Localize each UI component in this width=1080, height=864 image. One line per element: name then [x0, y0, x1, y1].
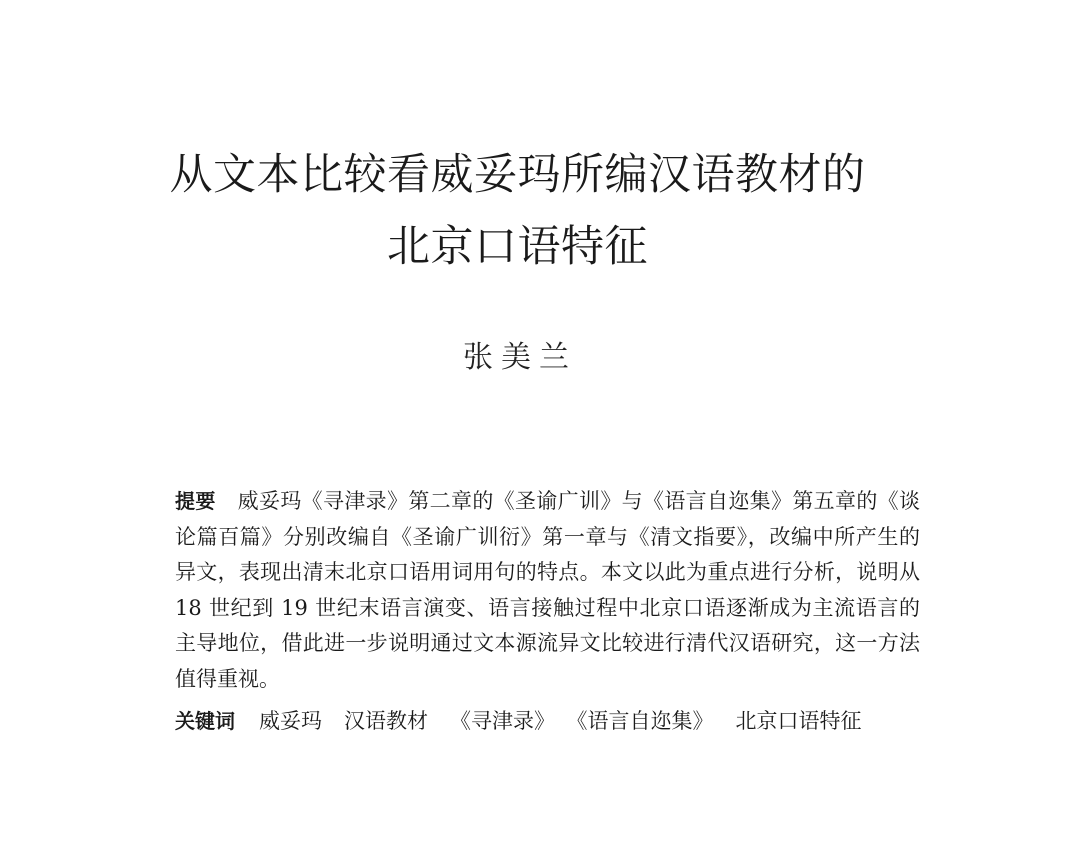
keyword-item: 汉语教材 — [344, 709, 428, 733]
keyword-item: 《寻津录》 — [450, 709, 555, 733]
abstract-text: 威妥玛《寻津录》第二章的《圣谕广训》与《语言自迩集》第五章的《谈论篇百篇》分别改编自《圣谕广训衍》第一章与《清文指要》，改编中所产生的异文，表现出清末北京口语用词用句的特点。本文以此为重点进行分析，说明从 18 世纪到 19 世纪末语言演变、语言接触过程中北京口语逐渐成为主流语言的主导地位，借此进一步说明通过文本源流异文比较进行清代汉语研究，这一方法值得重视。 — [175, 489, 921, 691]
keyword-item: 《语言自迩集》 — [577, 709, 714, 733]
abstract-label: 提要 — [175, 489, 216, 513]
keyword-item: 威妥玛 — [259, 709, 322, 733]
author-name: 张美兰 — [463, 340, 577, 375]
abstract-block — [175, 484, 920, 697]
keyword-item: 北京口语特征 — [735, 709, 862, 733]
keywords-block — [175, 703, 935, 739]
paper-title-line-2: 北京口语特征 — [387, 222, 648, 272]
paper-title-line-1: 从文本比较看威妥玛所编汉语教材的 — [169, 150, 866, 200]
keywords-label: 关键词 — [175, 709, 235, 733]
